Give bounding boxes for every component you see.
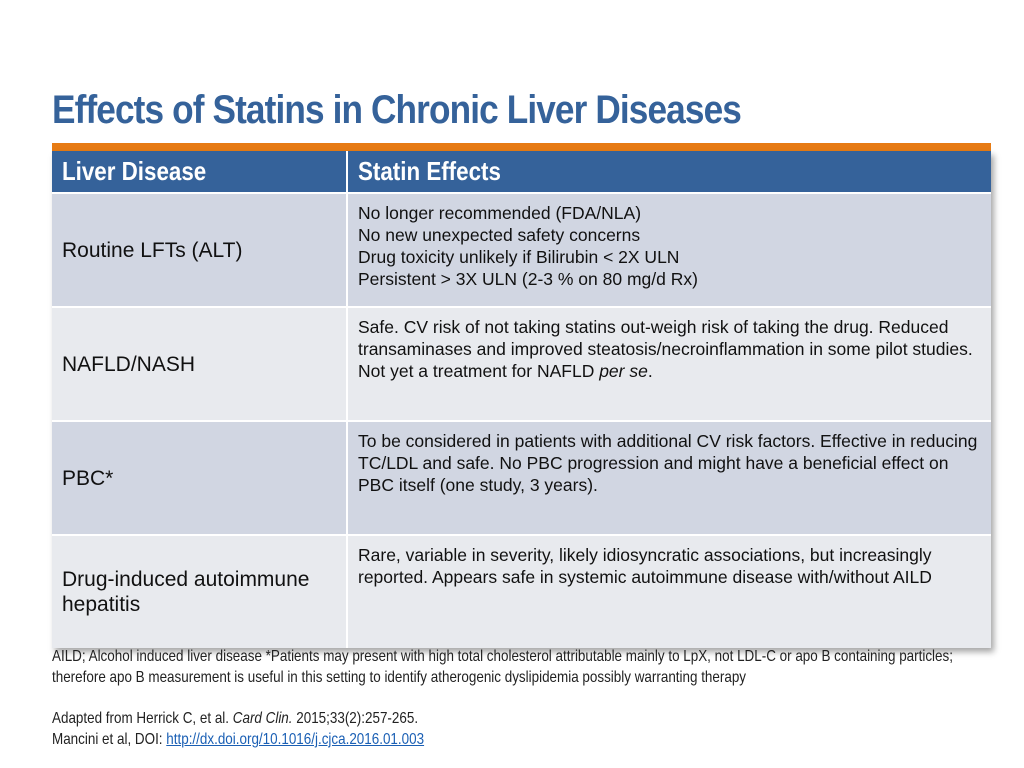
footnote: AILD; Alcohol induced liver disease *Patients may present with high total cholesterol attributable mainly to LpX, not LDL-C or apo B containing particles; therefore apo B measurement is useful in this setting to identify atherogenic dyslipidemia possibly warranting therapy bbox=[52, 648, 953, 686]
reference-herrick-prefix: Adapted from Herrick C, et al. bbox=[52, 710, 233, 727]
effects-text-end: . bbox=[647, 361, 653, 381]
header-statin-effects-label: Statin Effects bbox=[358, 156, 501, 186]
slide-title: Effects of Statins in Chronic Liver Diseases bbox=[52, 88, 741, 132]
statin-effects-table-container bbox=[52, 151, 991, 648]
effects-cell bbox=[347, 307, 991, 421]
reference-herrick-journal: Card Clin. bbox=[232, 710, 293, 727]
doi-link[interactable]: http://dx.doi.org/10.1016/j.cjca.2016.01.003 bbox=[166, 731, 425, 748]
statin-effects-table bbox=[52, 151, 991, 648]
table-row bbox=[52, 535, 991, 648]
effects-line: No longer recommended (FDA/NLA) bbox=[358, 203, 642, 223]
reference-mancini-prefix: Mancini et al, DOI: bbox=[52, 731, 167, 748]
disease-cell: Drug-induced autoimmune hepatitis bbox=[52, 535, 347, 648]
effects-line: Persistent > 3X ULN (2-3 % on 80 mg/d Rx) bbox=[358, 269, 698, 289]
effects-text: Safe. CV risk of not taking statins out-weigh risk of taking the drug. Reduced transaminases and improved steatosis/necroinflammation in some pilot studies. Not yet a treatment for NAFLD bbox=[358, 317, 973, 381]
reference-herrick bbox=[52, 708, 424, 729]
effects-cell bbox=[347, 193, 991, 307]
effects-text: Rare, variable in severity, likely idiosyncratic associations, but increasingly reported. Appears safe in systemic autoimmune disease with/without AILD bbox=[358, 545, 932, 587]
effects-cell bbox=[347, 535, 991, 648]
disease-cell: Routine LFTs (ALT) bbox=[52, 193, 347, 307]
title-accent-bar bbox=[52, 143, 991, 151]
reference-herrick-suffix: 2015;33(2):257-265. bbox=[292, 710, 419, 727]
header-liver-disease bbox=[52, 151, 347, 193]
disease-cell: PBC* bbox=[52, 421, 347, 535]
references bbox=[52, 708, 424, 750]
effects-line: Drug toxicity unlikely if Bilirubin < 2X ULN bbox=[358, 247, 680, 267]
table-row bbox=[52, 307, 991, 421]
effects-line: No new unexpected safety concerns bbox=[358, 225, 641, 245]
reference-mancini bbox=[52, 729, 424, 750]
table-header-row bbox=[52, 151, 991, 193]
effects-italic-text: per se bbox=[599, 361, 648, 381]
table-row bbox=[52, 193, 991, 307]
effects-cell bbox=[347, 421, 991, 535]
table-row bbox=[52, 421, 991, 535]
header-liver-disease-label: Liver Disease bbox=[62, 156, 207, 186]
effects-text: To be considered in patients with additional CV risk factors. Effective in reducing TC/LDL and safe. No PBC progression and might have a beneficial effect on PBC itself (one study, 3 years). bbox=[358, 431, 978, 495]
disease-cell: NAFLD/NASH bbox=[52, 307, 347, 421]
header-statin-effects bbox=[347, 151, 991, 193]
